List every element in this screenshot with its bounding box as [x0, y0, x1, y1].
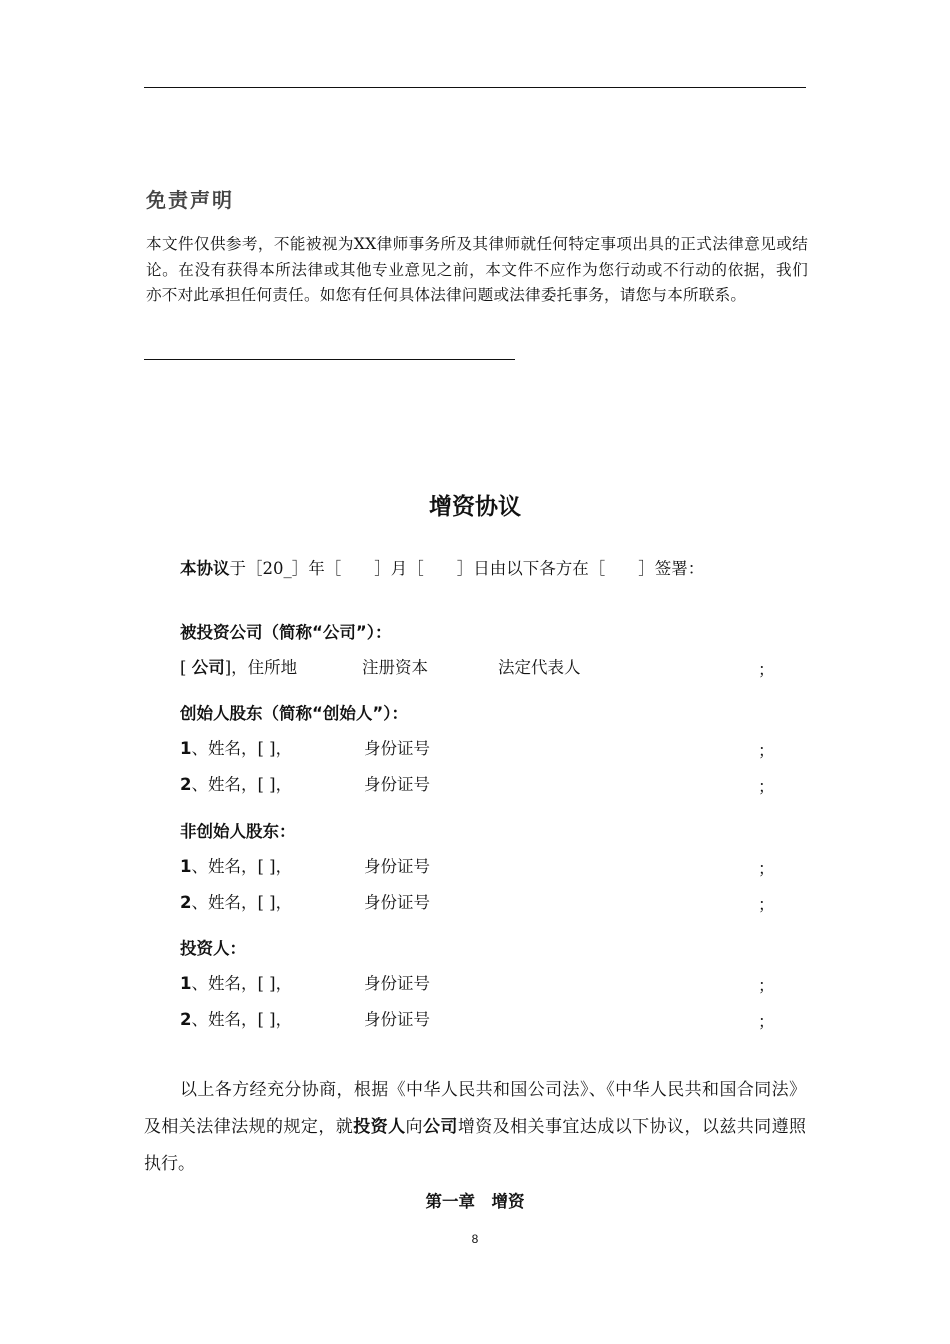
investors-heading: 投资人： — [180, 939, 246, 958]
row-text: 、姓名，[ ]， — [191, 974, 293, 993]
row-number: 1 — [180, 857, 192, 876]
founder-row — [180, 735, 292, 759]
row-semicolon: ； — [758, 976, 775, 995]
preamble-paragraph — [144, 1072, 806, 1183]
company-semicolon: ； — [758, 660, 775, 679]
investor-row — [180, 1006, 292, 1030]
row-text: 、姓名，[ ]， — [191, 739, 293, 758]
header-rule — [144, 87, 806, 88]
founder-id-label: 身份证号 — [364, 775, 430, 794]
row-text: 、姓名，[ ]， — [191, 775, 293, 794]
non-founder-id-label: 身份证号 — [364, 893, 430, 912]
row-semicolon: ； — [758, 1012, 775, 1031]
company-heading: 被投资公司（简称“公司”）： — [180, 623, 392, 642]
preamble-part3: 增资及相关事宜达成以下协议，以兹共同遵照执行。 — [144, 1117, 807, 1174]
investor-id-label: 身份证号 — [364, 974, 430, 993]
signing-line — [180, 555, 704, 579]
row-number: 1 — [180, 974, 192, 993]
disclaimer-rule — [144, 359, 515, 360]
row-text: 、姓名，[ ]， — [191, 857, 293, 876]
preamble-company: 公司 — [422, 1117, 458, 1137]
preamble-part2: 向 — [405, 1117, 423, 1137]
row-number: 2 — [180, 893, 192, 912]
preamble-part1: 以上各方经充分协商，根据《中华人民共和国公司法》、《中华人民共和国合同法》及相关法律法规的规定，就 — [144, 1080, 806, 1137]
company-address: ]，住所地 — [224, 658, 298, 677]
preamble-investor: 投资人 — [353, 1117, 406, 1137]
signing-line-bold: 本协议 — [180, 559, 230, 578]
row-number: 2 — [180, 1010, 192, 1029]
founders-heading: 创始人股东（简称“创始人”）： — [180, 704, 408, 723]
row-semicolon: ； — [758, 777, 775, 796]
company-name: 公司 — [191, 658, 225, 677]
row-number: 1 — [180, 739, 192, 758]
agreement-title: 增资协议 — [429, 494, 521, 520]
company-rep: 法定代表人 — [498, 658, 581, 677]
signing-line-rest: 于［20_］年［ ］月［ ］日由以下各方在［ ］签署： — [229, 559, 705, 578]
disclaimer-body: 本文件仅供参考，不能被视为XX律师事务所及其律师就任何特定事项出具的正式法律意见或结论。在没有获得本所法律或其他专业意见之前，本文件不应作为您行动或不行动的依据，我们亦不对此承担任何责任。如您有任何具体法律问题或法律委托事务，请您与本所联系。 — [146, 235, 808, 304]
investor-row — [180, 970, 292, 994]
company-line — [180, 654, 297, 678]
company-bracket: [ — [180, 658, 187, 677]
founder-row — [180, 771, 292, 795]
non-founder-row — [180, 889, 292, 913]
row-semicolon: ； — [758, 741, 775, 760]
non-founders-heading: 非创始人股东： — [180, 822, 296, 841]
chapter-heading: 第一章 增资 — [425, 1192, 525, 1211]
row-semicolon: ； — [758, 859, 775, 878]
row-number: 2 — [180, 775, 192, 794]
non-founder-row — [180, 853, 292, 877]
row-text: 、姓名，[ ]， — [191, 893, 293, 912]
company-capital: 注册资本 — [362, 658, 428, 677]
investor-id-label: 身份证号 — [364, 1010, 430, 1029]
row-text: 、姓名，[ ]， — [191, 1010, 293, 1029]
non-founder-id-label: 身份证号 — [364, 857, 430, 876]
row-semicolon: ； — [758, 895, 775, 914]
disclaimer-title: 免责声明 — [146, 188, 234, 212]
founder-id-label: 身份证号 — [364, 739, 430, 758]
page-number: 8 — [471, 1232, 479, 1246]
